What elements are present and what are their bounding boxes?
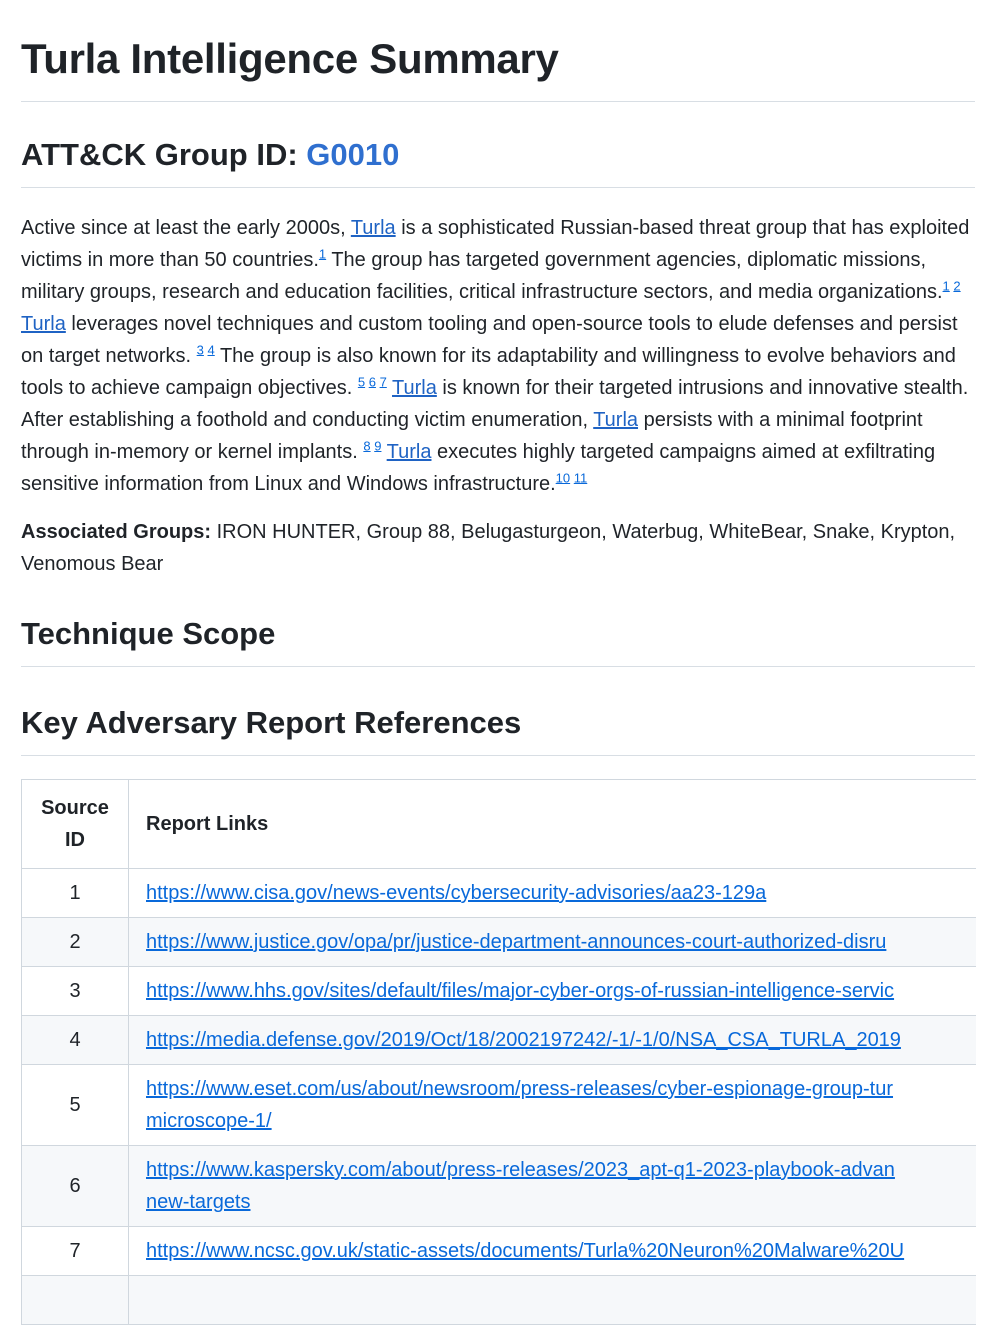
report-link-line: https://www.eset.com/us/about/newsroom/press-releases/cyber-espionage-group-tur	[146, 1078, 894, 1100]
source-id-cell: 1	[22, 869, 129, 918]
report-link-line: new-targets	[146, 1191, 251, 1213]
report-link-line: microscope-1/	[146, 1110, 272, 1132]
footnote-link[interactable]: 6	[368, 374, 376, 390]
source-id-cell: 5	[22, 1065, 129, 1146]
references-table	[21, 779, 976, 1325]
footnote-link[interactable]: 5	[357, 374, 366, 390]
report-link-cell	[129, 1065, 977, 1146]
table-row	[22, 1276, 977, 1325]
report-link-cell	[129, 1276, 977, 1325]
summary-text: is known for their targeted intrusions and innovative stealth. After establishing a foothold and conducting victim enumeration,	[21, 377, 969, 431]
report-link[interactable]: https://www.cisa.gov/news-events/cybersecurity-advisories/aa23-129a	[146, 882, 767, 904]
report-link[interactable]: https://www.ncsc.gov.uk/static-assets/documents/Turla%20Neuron%20Malware%20U	[146, 1240, 905, 1262]
report-link[interactable]: https://www.hhs.gov/sites/default/files/major-cyber-orgs-of-russian-intelligence-servic	[146, 980, 895, 1002]
source-id-cell	[22, 1276, 129, 1325]
report-link-cell	[129, 1146, 977, 1227]
source-id-cell: 4	[22, 1016, 129, 1065]
group-id-link[interactable]: G0010	[306, 137, 400, 172]
table-row	[22, 1065, 977, 1146]
summary-text: The group has targeted government agencies, diplomatic missions, military groups, research and education facilities, critical infrastructure sectors, and media organizations.	[21, 249, 943, 303]
turla-link[interactable]: Turla	[386, 441, 432, 463]
references-table-container[interactable]	[21, 779, 976, 1325]
associated-groups	[21, 516, 975, 580]
turla-link[interactable]: Turla	[350, 217, 396, 239]
report-link-cell	[129, 869, 977, 918]
footnote-link[interactable]: 1	[318, 246, 327, 262]
summary-text: leverages novel techniques and custom tooling and open-source tools to elude defenses and persist on target networks.	[21, 313, 958, 367]
footnote-link[interactable]: 2	[953, 278, 961, 294]
report-link[interactable]: https://media.defense.gov/2019/Oct/18/2002197242/-1/-1/0/NSA_CSA_TURLA_2019	[146, 1029, 901, 1051]
table-row	[22, 1146, 977, 1227]
summary-text: The group is also known for its adaptability and willingness to evolve behaviors and tools to achieve campaign objectives.	[21, 345, 956, 399]
table-header-row	[22, 780, 977, 869]
report-link-cell	[129, 918, 977, 967]
summary-paragraph	[21, 212, 975, 500]
turla-link[interactable]: Turla	[593, 409, 639, 431]
page-title: Turla Intelligence Summary	[21, 0, 975, 102]
footnote-link[interactable]: 4	[207, 342, 215, 358]
report-link-cell	[129, 1016, 977, 1065]
table-row	[22, 1227, 977, 1276]
report-link-line: https://www.kaspersky.com/about/press-releases/2023_apt-q1-2023-playbook-advan	[146, 1159, 895, 1181]
report-link[interactable]	[146, 1078, 893, 1132]
report-link-cell	[129, 967, 977, 1016]
source-id-header: Source ID	[22, 780, 129, 869]
footnote-link[interactable]: 8	[363, 438, 371, 454]
report-links-header: Report Links	[129, 780, 977, 869]
footnote-link[interactable]: 11	[573, 470, 588, 486]
source-id-cell: 6	[22, 1146, 129, 1227]
group-id-heading	[21, 102, 975, 188]
table-row	[22, 1016, 977, 1065]
table-row	[22, 967, 977, 1016]
footnote-link[interactable]: 10	[555, 470, 571, 486]
footnote-link[interactable]: 7	[379, 374, 387, 390]
technique-scope-heading: Technique Scope	[21, 614, 975, 667]
references-heading: Key Adversary Report References	[21, 703, 975, 756]
group-id-prefix: ATT&CK Group ID:	[21, 137, 307, 172]
turla-link[interactable]: Turla	[392, 377, 437, 399]
report-link[interactable]: https://www.justice.gov/opa/pr/justice-department-announces-court-authorized-disru	[146, 931, 887, 953]
table-row	[22, 869, 977, 918]
summary-text: is a sophisticated Russian-based threat group that has exploited victims in more than 50 countries.	[21, 217, 970, 271]
summary-text: persists with a minimal footprint through in-memory or kernel implants.	[21, 409, 923, 463]
summary-text: Active since at least the early 2000s,	[21, 217, 351, 239]
associated-groups-label: Associated Groups:	[21, 521, 212, 543]
source-id-cell: 7	[22, 1227, 129, 1276]
report-link[interactable]	[146, 1159, 895, 1213]
footnote-link[interactable]: 1	[942, 278, 950, 294]
footnote-link[interactable]: 3	[196, 342, 204, 358]
summary-text: executes highly targeted campaigns aimed at exfiltrating sensitive information from Linux and Windows infrastructure.	[21, 441, 936, 495]
report-link-cell	[129, 1227, 977, 1276]
table-row	[22, 918, 977, 967]
associated-groups-value: IRON HUNTER, Group 88, Belugasturgeon, Waterbug, WhiteBear, Snake, Krypton, Venomous Bear	[21, 521, 956, 575]
footnote-link[interactable]: 9	[374, 438, 382, 454]
source-id-cell: 3	[22, 967, 129, 1016]
turla-link[interactable]: Turla	[21, 313, 66, 335]
source-id-cell: 2	[22, 918, 129, 967]
